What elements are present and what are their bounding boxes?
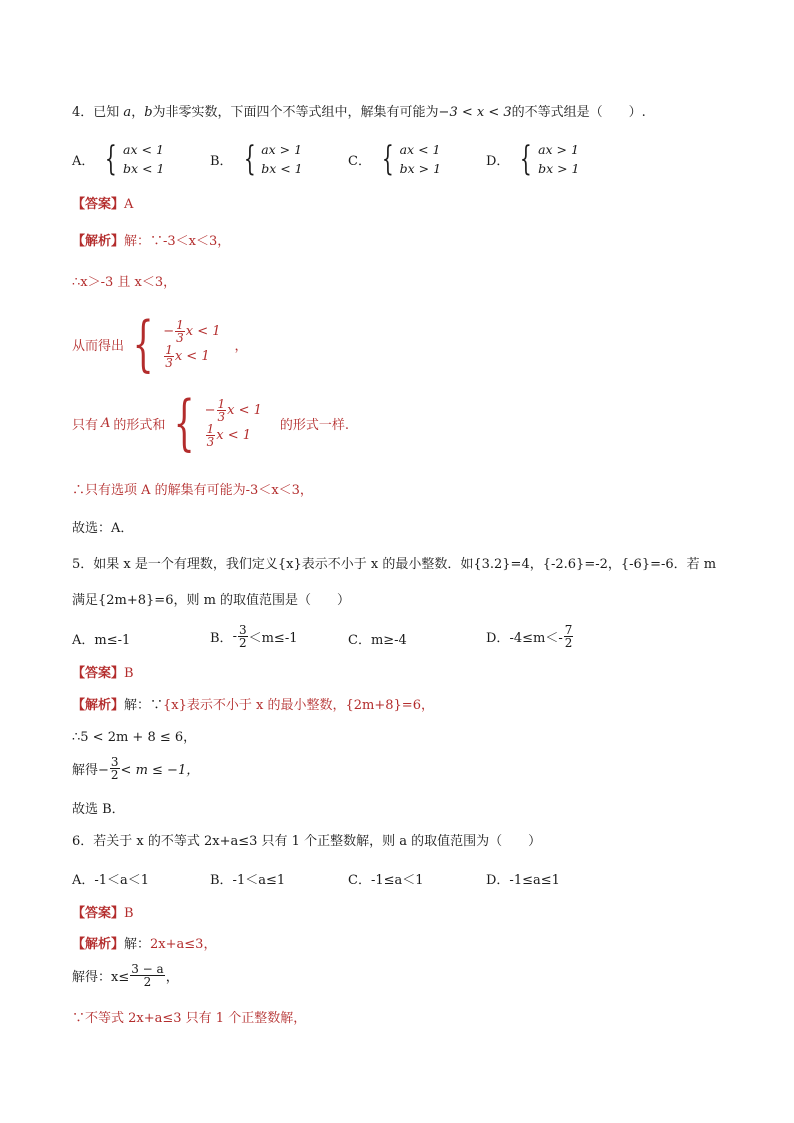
q5-option-d[interactable] (486, 624, 574, 649)
q5-answer-value: B (124, 666, 134, 681)
q5-option-b-num: 3 (238, 623, 247, 637)
q5-stem-line2: 满足{2m+8}=6，则 m 的取值范围是（ ） (72, 593, 351, 608)
q5-line3-den: 2 (110, 768, 119, 782)
q4-analysis-line2: ∴x＞-3 且 x＜3， (72, 275, 177, 290)
q4-option-b-label: B． (210, 153, 233, 169)
q4-analysis-text1: 解：∵-3＜x＜3， (124, 234, 231, 249)
q5-answer (72, 665, 134, 683)
q6-line2-pre: 解得：x≤ (72, 970, 130, 985)
q4-sep: ， (131, 105, 145, 120)
q4-frac-num2: 1 (165, 343, 173, 357)
q4-sys-row2: x < 1 (174, 349, 210, 364)
q4-line3-prefix: 从而得出 (72, 338, 125, 354)
q5-option-d-label: D． (486, 631, 510, 646)
q4-frac-num4: 1 (206, 422, 215, 436)
q6-analysis-line2 (72, 963, 179, 988)
q4-sys-row2-b: x < 1 (216, 428, 252, 443)
q4-option-c-row2: bx > 1 (399, 161, 442, 176)
q6-answer-tag: 【答案】 (72, 906, 125, 921)
q4-answer-value: A (124, 197, 134, 212)
q4-line4-prefix: 只有 (72, 417, 99, 433)
q5-line3-num: 3 (110, 755, 119, 769)
q4-option-d[interactable] (486, 140, 580, 178)
q4-option-d-row1: ax > 1 (538, 142, 579, 157)
q5-line3-post: < m ≤ −1， (120, 763, 200, 778)
q5-option-b[interactable] (210, 624, 298, 649)
q4-option-c[interactable] (348, 140, 441, 178)
q4-option-c-row1: ax < 1 (399, 142, 441, 157)
q5-stem-line1: 5．如果 x 是一个有理数，我们定义{x}表示不小于 x 的最小整数．如{3.2}=4，{-2.6}=-2，{-6}=-6．若 m (72, 557, 717, 572)
q4-range: −3 < x < 3 (438, 105, 512, 120)
q5-analysis-black: 解：∵ (124, 698, 164, 713)
q6-analysis-line3: ∵不等式 2x+a≤3 只有 1 个正整数解， (72, 1011, 307, 1026)
q4-option-d-row2: bx > 1 (538, 161, 580, 176)
q4-frac-num: 1 (176, 318, 184, 332)
brace-icon: { (381, 139, 394, 179)
q4-option-a-row1: ax < 1 (123, 142, 164, 157)
q6-stem: 6．若关于 x 的不等式 2x+a≤3 只有 1 个正整数解，则 a 的取值范围为（ ） (72, 834, 542, 849)
brace-icon: { (132, 309, 154, 379)
q4-analysis-line4 (72, 388, 350, 458)
q5-analysis-line1 (72, 697, 434, 715)
q4-sys-row1-b: x < 1 (227, 403, 262, 418)
q6-analysis-line1 (72, 936, 216, 954)
q5-analysis-red: {x}表示不小于 x 的最小整数，{2m+8}=6， (163, 698, 434, 713)
q5-analysis-line2: ∴5 < 2m + 8 ≤ 6， (72, 730, 197, 745)
q6-analysis-red: 2x+a≤3， (150, 937, 217, 952)
q4-stem-suffix: 的不等式组是（ ）. (511, 105, 646, 120)
q4-option-a-row2: bx < 1 (123, 161, 165, 176)
q6-option-c[interactable]: C．-1≤a＜1 (348, 873, 424, 888)
q4-frac-den2: 3 (165, 356, 173, 370)
q4-stem-prefix: 4．已知 (72, 105, 120, 120)
q4-line4-mid: 的形式和 (113, 417, 166, 433)
q4-line4-suffix: 的形式一样. (279, 417, 350, 433)
q4-option-c-label: C． (348, 153, 371, 169)
q6-line2-num: 3 − a (131, 962, 164, 976)
q4-option-b-row1: ax > 1 (261, 142, 303, 157)
q4-analysis-line6: 故选：A． (72, 521, 134, 536)
q6-analysis-black: 解： (124, 937, 151, 952)
q6-line2-den: 2 (143, 975, 152, 989)
q4-line4-a: A (101, 415, 111, 431)
q4-option-b[interactable] (210, 140, 303, 178)
q5-analysis-tag: 【解析】 (72, 698, 125, 713)
q5-analysis-line4: 故选 B． (72, 802, 125, 817)
q4-stem-mid: 为非零实数，下面四个不等式组中，解集有可能为 (152, 105, 439, 120)
q6-option-b[interactable]: B．-1＜a≤1 (210, 873, 286, 888)
q4-option-d-label: D． (486, 153, 510, 169)
q5-option-d-pre: -4≤m＜- (509, 631, 563, 646)
q4-answer-tag: 【答案】 (72, 197, 125, 212)
q4-frac-den3: 3 (217, 410, 226, 424)
brace-icon: { (105, 139, 118, 179)
q4-frac-den4: 3 (206, 435, 215, 449)
q6-line2-post: ， (165, 970, 179, 985)
q4-answer (72, 196, 133, 214)
q4-sys-row1: x < 1 (185, 324, 221, 339)
q6-answer-value: B (124, 906, 134, 921)
q4-line3-suffix: ， (234, 338, 248, 354)
brace-icon: { (520, 139, 533, 179)
q4-sys-neg: − (163, 324, 175, 339)
q4-stem (72, 104, 646, 122)
q4-var-b: b (144, 105, 153, 120)
q4-sys-neg-b: − (204, 403, 216, 418)
q5-option-c[interactable]: C．m≥-4 (348, 633, 407, 648)
brace-icon: { (243, 139, 256, 179)
q4-option-b-row2: bx < 1 (261, 161, 303, 176)
q4-option-a[interactable] (72, 140, 164, 178)
q6-answer (72, 905, 134, 923)
q5-line3-pre: 解得− (72, 763, 109, 778)
q4-analysis-line1 (72, 233, 230, 251)
q6-analysis-tag: 【解析】 (72, 937, 125, 952)
q4-option-a-label: A． (72, 153, 95, 169)
q5-option-a[interactable]: A．m≤-1 (72, 633, 131, 648)
q5-option-d-num: 7 (564, 623, 573, 637)
q5-option-b-den: 2 (238, 636, 247, 650)
q5-option-b-label: B． (210, 631, 233, 646)
q4-var-a: a (123, 105, 132, 120)
q6-option-a[interactable]: A．-1＜a＜1 (72, 873, 150, 888)
brace-icon: { (174, 388, 196, 458)
q5-option-b-pre: - (232, 629, 237, 644)
q5-option-d-den: 2 (564, 636, 573, 650)
q4-analysis-line5: ∴只有选项 A 的解集有可能为-3＜x＜3， (72, 483, 313, 498)
q6-option-d[interactable]: D．-1≤a≤1 (486, 873, 560, 888)
q5-option-b-post: ＜m≤-1 (248, 631, 298, 646)
q4-frac-num3: 1 (217, 397, 226, 411)
q5-answer-tag: 【答案】 (72, 666, 125, 681)
q5-analysis-line3 (72, 756, 199, 781)
q4-frac-den: 3 (176, 331, 184, 345)
q4-analysis-tag: 【解析】 (72, 234, 125, 249)
q4-analysis-line3 (72, 309, 248, 379)
